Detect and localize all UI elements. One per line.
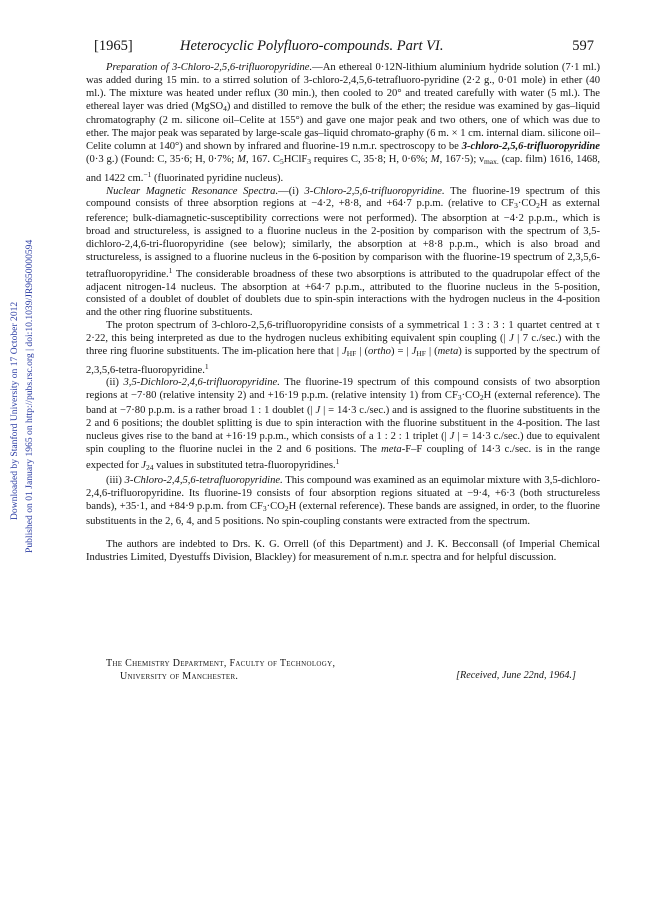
received-date: [Received, June 22nd, 1964.] — [456, 670, 576, 681]
running-head-year: [1965] — [94, 38, 133, 54]
running-head — [94, 38, 594, 58]
preparation-heading: Preparation of 3-Chloro-2,5,6-trifluoropyridine. — [106, 62, 313, 73]
proton-paragraph: The proton spectrum of 3-chloro-2,5,6-trifluoropyridine consists of a symmetrical 1 : 3 : 3 : 1 quartet centred at τ 2·22, this being interpreted as due to the hydrogen nucleus exhibiting equivalent spin coupling (| J | 7 c./sec.) with the three ring fluorine substituents. The im-plication here that | $J_{HF}$ | (ortho) = | $J_{HF}$ | (meta) is supported by the spectrum of 2,3,5,6-tetra-fluoropyridine.$^1$ — [86, 320, 600, 376]
nmr-paragraph: Nuclear Magnetic Resonance Spectra.—(i) 3-Chloro-2,5,6-trifluoropyridine. The fluorine-19 spectrum of this compound consists of three absorption regions at −4·2, +8·8, and +64·7 p.p.m. (relative to $CF_3\cdot CO_2H$ as external reference; bulk-diamagnetic-susceptibility corrections were not performed). The absorption at −4·2 p.p.m., which is broad and structureless, is assigned to a fluorine nucleus in the 2-position by comparison with the spectrum of 3,5-dichloro-2,4,6-tri-fluoropyridine (see below); similarly, the absorption at +8·8 p.p.m., which is also broad and structureless, is assigned to a fluorine nucleus in the 6-position by comparison with the fluorine-19 spectrum of 2,3,5,6-tetrafluoropyridine.$^1$ The considerable broadness of these two absorptions is attributed to the quadrupolar effect of the adjacent nitrogen-14 nucleus. The absorption at +64·7 p.p.m., attributed to the fluorine nucleus in the 5-position, consisted of a doublet of doublet of doublets due to spin-spin interactions with the hydrogen nucleus in the 4-position and the other ring fluorine substituents. — [86, 185, 601, 319]
running-head-title: Heterocyclic Polyfluoro-compounds. Part VI. — [180, 38, 444, 54]
acknowledgement: The authors are indebted to Drs. K. G. Orrell (of this Department) and J. K. Becconsall (of Imperial Chemical Industries Limited, Dyestuffs Division, Blackley) for measurement of n.m.r. spectra and for helpful discussion. — [86, 538, 600, 563]
product-name: 3-chloro-2,5,6-trifluoropyridine — [461, 141, 600, 153]
download-note[interactable]: Downloaded by Stanford University on 17 October 2012 — [9, 301, 20, 520]
publication-note[interactable]: Published on 01 January 1965 on http://pubs.rsc.org | doi:10.1039/JR9650000594 — [24, 239, 35, 553]
reference-1[interactable]: 1 — [204, 361, 209, 371]
nmr-heading: Nuclear Magnetic Resonance Spectra. — [106, 185, 279, 197]
preparation-paragraph: Preparation of 3-Chloro-2,5,6-trifluoropyridine.—An ethereal 0·12N-lithium aluminium hydride solution (7·1 ml.) was added during 15 min. to a stirred solution of 3-chloro-2,4,5,6-tetrafluoro-pyridine (2·2 g., 0·01 mole) in ether (40 ml.). The mixture was heated under reflux (30 min.), then cooled to 20° and treated carefully with water (5 ml.). The ethereal layer was dried (MgSO$_4$) and distilled to remove the bulk of the ether; the residue was examined by gas–liquid chromatography (2 m. silicone oil–Celite at 155°) and gave one major peak and two others, one of which was due to ether. The major peak was separated by large-scale gas–liquid chromato-graphy (6 m. × 1 cm. internal diam. silicone oil–Celite column at 140°) and shown by infrared and fluorine-19 n.m.r. spectroscopy to be 3-chloro-2,5,6-trifluoropyridine (0·3 g.) (Found: C, 35·6; H, 0·7%; M, 167. $C_5HClF_3$ requires C, 35·8; H, 0·6%; M, 167·5); $\nu_{max.}$ (cap. film) 1616, 1468, and 1422 cm.$^{-1}$ (fluorinated pyridine nucleus). — [86, 62, 601, 184]
article-body — [86, 62, 600, 564]
section-iii-paragraph: (iii) 3-Chloro-2,4,5,6-tetrafluoropyridine. This compound was examined as an equimolar mixture with 3,5-dichloro-2,4,6-trifluoropyridine. Its fluorine-19 consists of four absorption regions situated at −9·4, +6·3 (both structureless bands), +35·1, and +84·9 p.p.m. from $CF_3\cdot CO_2H$ (external reference). These bands are assigned, in order, to the fluorine substituents in the 2, 6, 4, and 5 positions. No spin-coupling constants were extracted from the spectrum. — [86, 475, 600, 527]
reference-1[interactable]: 1 — [168, 265, 173, 275]
section-ii-heading: 3,5-Dichloro-2,4,6-trifluoropyridine. — [123, 377, 280, 389]
affiliation-line-1: The Chemistry Department, Faculty of Technology, — [106, 658, 336, 669]
page-number: 597 — [572, 38, 594, 54]
affiliation-line-2: University of Manchester. — [120, 670, 239, 682]
section-ii-paragraph: (ii) 3,5-Dichloro-2,4,6-trifluoropyridine. The fluorine-19 spectrum of this compound consists of two absorption regions at −7·80 (relative intensity 2) and +16·19 p.p.m. (relative intensity 1) from $CF_3\cdot CO_2H$ (external reference). The band at −7·80 p.p.m. is a rather broad 1 : 1 doublet (| J | = 14·3 c./sec.) and is assigned to the fluorine substituents in the 2 and 6 positions; the doublet splitting is due to spin interaction with the fluorine substituent in the 4-position. The last nucleus gives rise to the band at +16·19 p.p.m., which consists of a 1 : 2 : 1 triplet (| J | = 14·3 c./sec.) due to equivalent spin coupling to the fluorine nuclei in the 2 and 6 positions. The meta-F–F coupling of 14·3 c./sec. is in the range expected for $J_{24}$ values in substituted tetra-fluoropyridines.$^1$ — [86, 377, 601, 473]
section-iii-heading: 3-Chloro-2,4,5,6-tetrafluoropyridine. — [124, 475, 283, 487]
reference-1[interactable]: 1 — [335, 457, 340, 467]
